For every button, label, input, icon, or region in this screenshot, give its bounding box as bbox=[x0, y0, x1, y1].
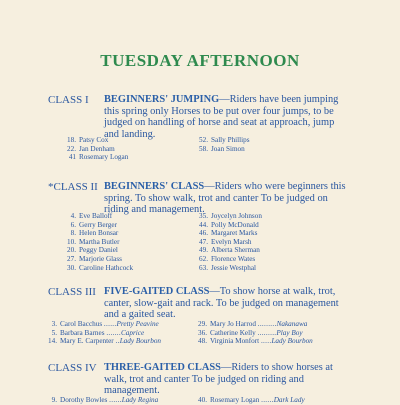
class-description bbox=[104, 286, 350, 321]
entry-column-right bbox=[196, 212, 262, 272]
list-item: 63. Jessie Westphal bbox=[199, 263, 257, 272]
entry-column-right bbox=[196, 136, 250, 153]
list-item: 9. Dorothy Bowles ......Lady Regina bbox=[51, 396, 159, 404]
list-item: 52. Sally Phillips bbox=[199, 136, 250, 144]
list-item: 3. Carol Bacchus ......Pretty Peavine bbox=[51, 320, 159, 328]
list-item: 36. Catherine Kelly .........Play Boy bbox=[198, 328, 303, 337]
list-item: 40. Rosemary Logan ......Dark Lady bbox=[198, 396, 305, 404]
list-item: 22. Jan Denham bbox=[67, 144, 115, 153]
list-item: 58. Joan Simon bbox=[199, 144, 245, 153]
class-name: BEGINNERS' JUMPING bbox=[104, 94, 220, 105]
entry-column-right bbox=[195, 396, 305, 405]
list-item: 8. Helen Bonsar bbox=[70, 229, 119, 238]
list-item: 48. Virginia Monfort .....Lady Bourbon bbox=[198, 337, 313, 346]
list-item: 30. Caroline Hathcock bbox=[67, 263, 134, 272]
class-text: —Riders have been jumping this spring only Horses to be put over four jumps, to be judged on handling of horse and seat at approach, jump and landing. bbox=[104, 94, 339, 140]
entry-column-left bbox=[64, 212, 133, 272]
class-text: —Riders to show horses at walk, trot and canter To be judged on riding and management. bbox=[104, 362, 333, 397]
class-name: FIVE-GAITED CLASS bbox=[104, 286, 210, 297]
class-label: CLASS IV bbox=[48, 362, 97, 374]
list-item: 5. Barbara Barnes .......Caprice bbox=[51, 328, 145, 337]
list-item: 20. Peggy Daniel bbox=[67, 246, 118, 255]
list-item: 10. Martha Butler bbox=[67, 237, 120, 246]
list-item: 49. Alberta Sherman bbox=[199, 246, 260, 255]
list-item: 44. Polly McDonald bbox=[199, 220, 259, 229]
list-item: 14. Mary E. Carpenter ..Lady Bourbon bbox=[48, 337, 162, 346]
entry-column-left bbox=[45, 320, 161, 346]
entry-column-left bbox=[45, 396, 158, 405]
class-name: THREE-GAITED CLASS bbox=[104, 362, 221, 373]
class-text: —To show horse at walk, trot, canter, slow-gait and rack. To be judged on management and a gaited seat. bbox=[104, 286, 339, 321]
list-item: 35. Joycelyn Johnson bbox=[199, 212, 262, 220]
class-description bbox=[104, 362, 350, 397]
list-item: 29. Mary Jo Harrod .........Nakanawa bbox=[198, 320, 308, 328]
entry-column-right bbox=[195, 320, 313, 346]
list-item: 47. Evelyn Marsh bbox=[199, 237, 252, 246]
class-label: CLASS I bbox=[48, 94, 89, 106]
list-item: 18. Patsy Cox bbox=[67, 136, 109, 144]
entry-column-left bbox=[64, 136, 128, 162]
class-text: —Riders who were beginners this spring. To show walk, trot and canter To be judged on riding and management. bbox=[104, 181, 346, 216]
list-item: 46. Margaret Marks bbox=[199, 229, 258, 238]
class-description bbox=[104, 181, 350, 216]
class-name: BEGINNERS' CLASS bbox=[104, 181, 205, 192]
class-description bbox=[104, 94, 350, 140]
list-item: 41 Rosemary Logan bbox=[68, 153, 129, 162]
class-label: CLASS III bbox=[48, 286, 96, 298]
list-item: 27. Marjorie Glass bbox=[67, 254, 122, 263]
list-item: 4. Eve Balloff bbox=[70, 212, 113, 220]
class-label: *CLASS II bbox=[48, 181, 98, 193]
list-item: 6. Gerry Berger bbox=[70, 220, 117, 229]
page-title: TUESDAY AFTERNOON bbox=[100, 51, 300, 70]
list-item: 62. Florence Wates bbox=[199, 254, 256, 263]
